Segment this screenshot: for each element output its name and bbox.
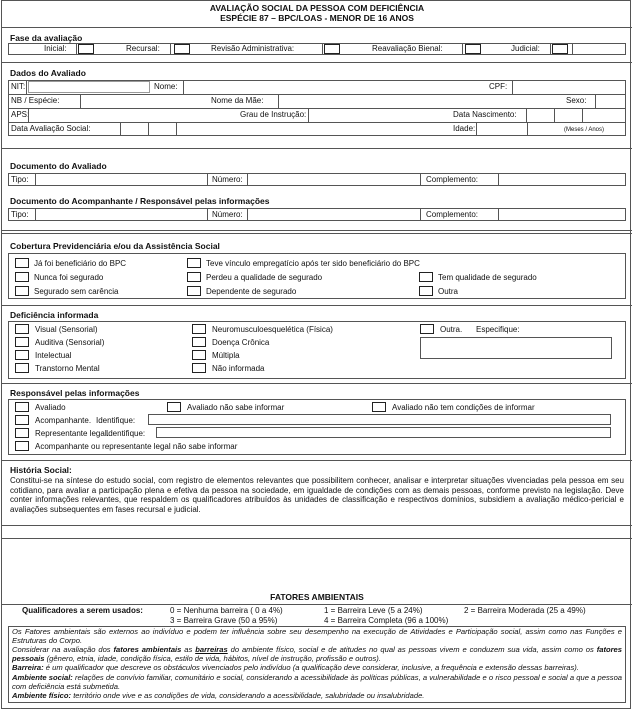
def-box-6[interactable] bbox=[15, 350, 29, 360]
cob-box-1[interactable] bbox=[15, 258, 29, 268]
doc-avaliado-numero: Número: bbox=[212, 175, 243, 184]
fase-judicial-box[interactable] bbox=[552, 44, 568, 54]
label-nome: Nome: bbox=[154, 82, 178, 91]
cob-nunca: Nunca foi segurado bbox=[34, 273, 104, 282]
qualificador-4: 4 = Barreira Completa (96 a 100%) bbox=[324, 616, 449, 625]
def-neuro: Neuromusculoesquelética (Física) bbox=[212, 325, 333, 334]
historia-text: Constitui-se na síntese do estudo social, com registro de elementos relevantes que possibilitem conhecer, analisar e interpretar situações vivenciadas pela pessoa em seu cotidiano, para avaliar a participação plena e efetiva da pessoa na sociedade, em igualdade de condições com as demais pessoas, conforme previsto na legislação. Deve conter informações relevantes, que respaldem os qualificadores atribuídos às unidades de classificação e respectivos domínios, subsidiem a avaliação médico-pericial e avaliações subsequentes em fases recursal e judicial. bbox=[10, 476, 624, 514]
doc-acomp-row bbox=[8, 208, 626, 221]
fase-revisao-box[interactable] bbox=[324, 44, 340, 54]
def-auditiva: Auditiva (Sensorial) bbox=[35, 338, 105, 347]
cob-box-2[interactable] bbox=[187, 258, 201, 268]
cob-perdeu: Perdeu a qualidade de segurado bbox=[206, 273, 323, 282]
qualificador-0: 0 = Nenhuma barreira ( 0 a 4%) bbox=[170, 606, 283, 615]
label-data-avaliacao: Data Avaliação Social: bbox=[11, 124, 91, 133]
label-meses-anos: (Meses / Anos) bbox=[564, 127, 605, 133]
def-box-3[interactable] bbox=[420, 324, 434, 334]
doc-avaliado-row bbox=[8, 173, 626, 186]
resp-box-2[interactable] bbox=[167, 402, 181, 412]
form-subtitle: ESPÉCIE 87 – BPC/LOAS - MENOR DE 16 ANOS bbox=[220, 13, 414, 23]
label-cpf: CPF: bbox=[489, 82, 508, 91]
def-especifique-field[interactable] bbox=[420, 337, 612, 359]
resp-box-1[interactable] bbox=[15, 402, 29, 412]
def-doenca: Doença Crônica bbox=[212, 338, 270, 347]
label-nasc: Data Nascimento: bbox=[453, 110, 517, 119]
section-doc-acomp: Documento do Acompanhante / Responsável pelas informações bbox=[10, 196, 270, 206]
qualificador-1: 1 = Barreira Leve (5 a 24%) bbox=[324, 606, 423, 615]
section-dados: Dados do Avaliado bbox=[10, 68, 86, 78]
fatores-title: FATORES AMBIENTAIS bbox=[270, 592, 364, 602]
def-box-8[interactable] bbox=[15, 363, 29, 373]
def-nao-informada: Não informada bbox=[212, 364, 265, 373]
resp-avaliado: Avaliado bbox=[35, 403, 66, 412]
resp-box-5[interactable] bbox=[15, 428, 29, 438]
fatores-p2: Considerar na avaliação dos fatores ambientais as barreiras do ambiente físico, social e de atitudes no qual as pessoas vivem e conduzem sua vida, assim como os fatores pessoais (gênero, etnia, idade, condição física, estilo de vida, hábitos, nível de instrução, profissão e outros). bbox=[12, 645, 623, 663]
resp-sem-condicoes: Avaliado não tem condições de informar bbox=[392, 403, 535, 412]
def-multipla: Múltipla bbox=[212, 351, 240, 360]
def-box-1[interactable] bbox=[15, 324, 29, 334]
def-transtorno: Transtorno Mental bbox=[35, 364, 100, 373]
section-deficiencia: Deficiência informada bbox=[10, 310, 99, 320]
form-page bbox=[1, 0, 631, 709]
fatores-p1: Os Fatores ambientais são externos ao indivíduo e podem ter influência sobre seu desempenho na execução de Atividades e Participação social, assim como nas Funções e Estruturas do Corpo. bbox=[12, 627, 622, 645]
fatores-p4: Ambiente social: relações de convívio familiar, comunitário e social, considerando a acessibilidade às políticas públicas, a vulnerabilidade e o risco pessoal e social a que a pessoa com deficiência está submetida. bbox=[12, 673, 623, 691]
cob-tem-qualidade: Tem qualidade de segurado bbox=[438, 273, 537, 282]
def-outra: Outra. bbox=[440, 325, 463, 334]
section-cobertura: Cobertura Previdenciária e/ou da Assistência Social bbox=[10, 241, 220, 251]
label-aps: APS: bbox=[11, 110, 30, 119]
doc-acomp-complemento: Complemento: bbox=[426, 210, 479, 219]
section-historia: História Social: bbox=[10, 465, 72, 475]
doc-avaliado-complemento: Complemento: bbox=[426, 175, 479, 184]
cob-box-6[interactable] bbox=[15, 286, 29, 296]
nit-field[interactable] bbox=[28, 81, 150, 93]
fatores-p3: Barreira: é um qualificador que descreve os obstáculos vivenciados pelo indivíduo (a qualificação deve considerar, inclusive, a frequência e extensão dessas barreiras). bbox=[12, 663, 579, 672]
doc-avaliado-tipo: Tipo: bbox=[11, 175, 29, 184]
cob-dependente: Dependente de segurado bbox=[206, 287, 297, 296]
section-doc-avaliado: Documento do Avaliado bbox=[10, 161, 107, 171]
cob-box-3[interactable] bbox=[15, 272, 29, 282]
cob-teve-vinculo: Teve vínculo empregatício após ter sido beneficiário do BPC bbox=[206, 259, 420, 268]
def-box-7[interactable] bbox=[192, 350, 206, 360]
doc-acomp-numero: Número: bbox=[212, 210, 243, 219]
fase-revisao: Revisão Administrativa: bbox=[211, 44, 295, 53]
qualificador-3: 3 = Barreira Grave (50 a 95%) bbox=[170, 616, 278, 625]
def-box-5[interactable] bbox=[192, 337, 206, 347]
section-responsavel: Responsável pelas informações bbox=[10, 388, 140, 398]
def-box-4[interactable] bbox=[15, 337, 29, 347]
qualificadores-label: Qualificadores a serem usados: bbox=[22, 606, 143, 615]
resp-identifique-1-field[interactable] bbox=[148, 414, 611, 425]
fase-inicial: Inicial: bbox=[44, 44, 67, 53]
resp-box-3[interactable] bbox=[372, 402, 386, 412]
cob-ja-foi: Já foi beneficiário do BPC bbox=[34, 259, 127, 268]
label-grau: Grau de Instrução: bbox=[240, 110, 307, 119]
cob-box-8[interactable] bbox=[419, 286, 433, 296]
qualificador-2: 2 = Barreira Moderada (25 a 49%) bbox=[464, 606, 586, 615]
fase-recursal: Recursal: bbox=[126, 44, 160, 53]
resp-acompanhante: Acompanhante. bbox=[35, 416, 92, 425]
resp-nao-sabe: Avaliado não sabe informar bbox=[187, 403, 285, 412]
fase-judicial: Judicial: bbox=[511, 44, 540, 53]
label-mae: Nome da Mãe: bbox=[211, 96, 264, 105]
resp-identifique-1: Identifique: bbox=[96, 416, 136, 425]
def-intelectual: Intelectual bbox=[35, 351, 72, 360]
resp-box-4[interactable] bbox=[15, 415, 29, 425]
fase-bienal: Reavaliação Bienal: bbox=[372, 44, 443, 53]
fase-recursal-box[interactable] bbox=[174, 44, 190, 54]
def-box-2[interactable] bbox=[192, 324, 206, 334]
resp-acomp-repr: Acompanhante ou representante legal não sabe informar bbox=[35, 442, 238, 451]
def-box-9[interactable] bbox=[192, 363, 206, 373]
label-sexo: Sexo: bbox=[566, 96, 587, 105]
resp-identifique-2: Identifique: bbox=[106, 429, 146, 438]
cob-box-7[interactable] bbox=[187, 286, 201, 296]
label-nb: NB / Espécie: bbox=[11, 96, 60, 105]
doc-acomp-tipo: Tipo: bbox=[11, 210, 29, 219]
cob-sem-carencia: Segurado sem carência bbox=[34, 287, 119, 296]
label-idade: Idade: bbox=[453, 124, 476, 133]
def-especifique: Especifique: bbox=[476, 325, 520, 334]
section-fase: Fase da avaliação bbox=[10, 33, 83, 43]
resp-box-6[interactable] bbox=[15, 441, 29, 451]
resp-identifique-2-field[interactable] bbox=[156, 427, 611, 438]
cob-box-4[interactable] bbox=[187, 272, 201, 282]
cob-box-5[interactable] bbox=[419, 272, 433, 282]
cob-outra: Outra bbox=[438, 287, 459, 296]
def-visual: Visual (Sensorial) bbox=[35, 325, 98, 334]
resp-representante: Representante legal. bbox=[35, 429, 109, 438]
form-title: AVALIAÇÃO SOCIAL DA PESSOA COM DEFICIÊNCIA bbox=[209, 3, 425, 13]
fatores-p5: Ambiente físico: território onde vive e as condições de vida, considerando a acessibilidade, salubridade ou insalubridade. bbox=[12, 691, 425, 700]
fase-bienal-box[interactable] bbox=[465, 44, 481, 54]
fase-inicial-box[interactable] bbox=[78, 44, 94, 54]
label-nit: NIT: bbox=[11, 82, 26, 91]
